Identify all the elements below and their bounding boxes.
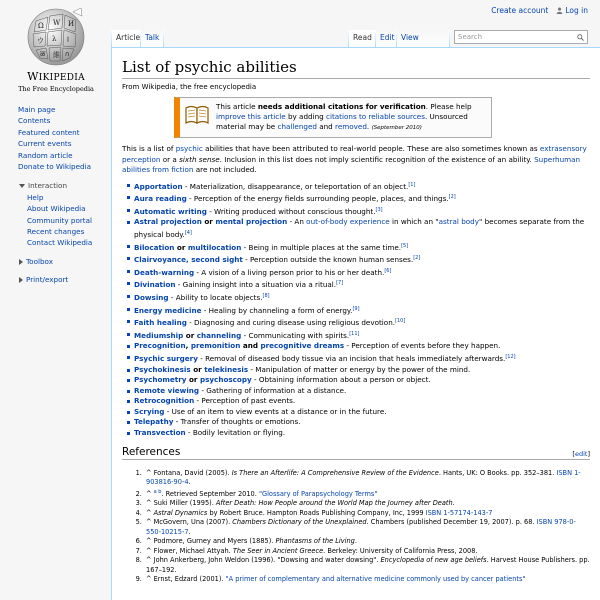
ability-description: - Manipulation of matter or energy by the power of the mind. (248, 364, 471, 374)
sidebar-item-about[interactable]: About Wikipedia (27, 204, 86, 214)
ability-link[interactable]: Mediumship (134, 330, 184, 340)
citation-link[interactable]: [8] (262, 292, 270, 299)
logo-wordmark: WIKIPEDIA (27, 70, 85, 83)
reference-item (144, 575, 590, 585)
ability-description: - Bodily levitation or flying. (185, 428, 286, 438)
collapsed-arrow-icon (19, 277, 23, 283)
page-subtitle: From Wikipedia, the free encyclopedia (122, 83, 257, 91)
ability-description: - Gaining insight into a situation via a ritual. (175, 280, 337, 290)
ability-link[interactable]: Precognition (134, 341, 186, 351)
interaction-list (18, 192, 110, 249)
svg-text:ळ: ळ (40, 50, 46, 58)
reference-text: . Hants, UK: O Books. pp. 352–381. (438, 468, 557, 477)
ability-description: - Perception of events before they happen. (344, 341, 501, 351)
sidebar-item-featured[interactable]: Featured content (18, 127, 80, 137)
svg-text:ก: ก (65, 50, 70, 58)
reference-text: . Chambers (published December 19, 2007). p. 68. (366, 518, 537, 527)
login-wrap (556, 6, 588, 15)
ability-description: - Diagnosing and curing disease using religious devotion. (186, 318, 396, 328)
collapsed-arrow-icon (19, 259, 23, 265)
reference-text: . (452, 499, 455, 508)
inline-link[interactable]: astral body (438, 217, 479, 227)
ability-description: - Gathering of information at a distance. (199, 385, 347, 395)
ability-description: - Perception of the energy fields surrounding people, places, and things. (186, 194, 449, 204)
citation-link[interactable]: [2] (413, 255, 421, 262)
list-item (134, 407, 590, 418)
removed-link[interactable]: removed (335, 121, 367, 131)
reference-item (144, 537, 590, 547)
ability-description: in which an " (389, 217, 439, 227)
ability-description: " becomes separate from the physical body. (134, 217, 585, 239)
ability-joiner: , (185, 341, 191, 351)
list-item (134, 266, 590, 279)
sidebar-navigation (18, 104, 110, 172)
edit-section-link[interactable]: [edit] (572, 449, 590, 458)
sidebar-item-contents[interactable]: Contents (18, 116, 51, 126)
list-item (134, 365, 590, 376)
backlink[interactable]: ^ Suki Miller (1995). (146, 499, 216, 508)
reference-list (122, 469, 590, 585)
citations-link[interactable]: citations to reliable sources (326, 111, 425, 121)
references-heading: References [edit] (122, 445, 590, 458)
svg-text:ウ: ウ (37, 37, 44, 45)
tab-view-history[interactable]: View (397, 30, 449, 48)
backlink[interactable]: ^ Fontana, David (2005). (146, 468, 232, 477)
ability-joiner: or (186, 375, 200, 385)
notice-text: This article needs additional citations for verification. Please help improve this article by adding citations to reliable sources. Unsourced material may be challenged and removed. (September 2010) (216, 102, 472, 131)
tab-talk[interactable]: Talk (141, 30, 163, 48)
list-item (134, 241, 590, 254)
list-item (134, 217, 590, 240)
wikipedia-logo[interactable] (4, 6, 108, 96)
list-item (134, 304, 590, 317)
reference-item (144, 509, 590, 519)
reference-text: . Retrieved September 2010. (161, 489, 257, 498)
intro-paragraph: This is a list of psychic abilities that have been attributed to real-world people. These are also sometimes known as extrasensory perception or a sixth sense. Inclusion in this list does not imply scientific recognition of the existence of an ability. Superhuman abilities from fiction are not included. (122, 144, 587, 175)
list-item (134, 253, 590, 266)
sidebar-item-recent-changes[interactable]: Recent changes (27, 227, 85, 237)
list-item (134, 428, 590, 439)
ability-description: - Communicating with spirits. (241, 330, 350, 340)
sidebar-item-main-page[interactable]: Main page (18, 105, 56, 114)
citation-link[interactable]: [2] (448, 194, 456, 201)
ability-joiner: or (183, 330, 197, 340)
list-item (134, 205, 590, 218)
fiction-link[interactable]: Superhuman abilities from fiction (122, 154, 581, 175)
ability-link[interactable]: Psychokinesis (134, 364, 191, 374)
sidebar (18, 104, 110, 286)
reference-link[interactable]: "A primer of complementary and alternative medicine commonly used by cancer patients" (225, 575, 526, 584)
ability-joiner: or (174, 242, 188, 252)
citation-link[interactable]: [11] (349, 330, 360, 337)
ability-link[interactable]: Astral projection (134, 217, 202, 227)
ability-link[interactable]: Transvection (134, 428, 186, 438)
citation-link[interactable]: [5] (401, 242, 409, 249)
svg-text:W: W (53, 19, 61, 27)
ability-link[interactable]: Remote viewing (134, 385, 200, 395)
reference-text: . Harvest House Publishers. pp. 167–192. (146, 556, 590, 574)
ability-description: - Perception of past events. (194, 396, 296, 406)
ability-link[interactable]: psychoscopy (199, 375, 252, 385)
ability-link[interactable]: Dowsing (134, 292, 169, 302)
isbn-link[interactable]: ISBN 1-903816-90-4 (146, 468, 581, 487)
list-item (134, 192, 590, 205)
citation-link[interactable]: [12] (505, 353, 516, 360)
list-item (134, 329, 590, 342)
list-item (134, 396, 590, 407)
reference-item (144, 499, 590, 509)
page-title: List of psychic abilities (122, 58, 590, 79)
citation-link[interactable]: [10] (395, 318, 406, 325)
create-account-link[interactable]: Create account (491, 6, 549, 15)
interaction-toggle[interactable]: Interaction (18, 180, 110, 191)
backlink[interactable]: ^ Flower, Michael Attyah. (146, 546, 233, 555)
esp-link[interactable]: extrasensory perception (122, 144, 587, 164)
citation-notice (174, 97, 492, 138)
personal-tools (491, 6, 588, 15)
ability-link[interactable]: multilocation (187, 242, 242, 252)
list-item (134, 180, 590, 193)
ability-description: - Ability to locate objects. (168, 292, 263, 302)
ability-link[interactable]: premonition (190, 341, 241, 351)
ability-link[interactable]: Aura reading (134, 194, 187, 204)
log-in-link[interactable]: Log in (565, 6, 588, 15)
ability-joiner: or (201, 217, 216, 227)
svg-text:ا: ا (67, 36, 69, 44)
tab-edit[interactable]: Edit (376, 30, 396, 48)
reference-title: The Seer in Ancient Greece (232, 546, 324, 555)
sidebar-item-random[interactable]: Random article (18, 150, 73, 160)
reference-item (144, 469, 590, 488)
tab-article[interactable]: Article (112, 30, 140, 48)
reference-text: . (188, 478, 191, 487)
citation-link[interactable]: [9] (352, 305, 360, 312)
list-item (134, 316, 590, 329)
reference-item (144, 556, 590, 575)
ability-description: - Use of an item to view events at a distance or in the future. (164, 406, 387, 416)
ability-description: - Materialization, disappearance, or teleportation of an object. (182, 181, 409, 191)
list-item (134, 352, 590, 365)
backlink[interactable]: ^ (146, 489, 154, 498)
ability-link[interactable]: precognitive dreams (260, 341, 345, 351)
ability-link[interactable]: Automatic writing (134, 206, 207, 216)
svg-text:λ: λ (52, 35, 57, 43)
reference-text: by Robert Bruce. Hampton Roads Publishing Company, Inc, 1999 (207, 508, 426, 517)
ability-link[interactable]: Scrying (134, 406, 165, 416)
backlink[interactable]: ^ Podmore, Gurney and Myers (1885). (146, 537, 276, 546)
improve-link[interactable]: improve this article (216, 111, 286, 121)
reference-title: Encyclopedia of new age beliefs (380, 556, 487, 565)
svg-text:維: 維 (53, 51, 60, 59)
ability-link[interactable]: Death-warning (134, 267, 195, 277)
sidebar-item-help[interactable]: Help (27, 192, 44, 202)
ability-description: - A vision of a living person prior to his or her death. (194, 267, 385, 277)
backlink[interactable]: ^ John Ankerberg, John Weldon (1996). "Dowsing and water dowsing". (146, 556, 381, 565)
ability-link[interactable]: Apportation (134, 181, 183, 191)
ability-link[interactable]: Psychometry (134, 375, 187, 385)
search-input[interactable]: Search (454, 30, 588, 44)
ability-description: - Writing produced without conscious thought. (206, 206, 376, 216)
reference-title: Is There an Afterlife: A Comprehensive Review of the Evidence (231, 468, 439, 477)
ability-link[interactable]: channeling (196, 330, 242, 340)
isbn-link[interactable]: ISBN 978-0-550-10215-7 (146, 518, 576, 536)
ability-link[interactable]: Faith healing (134, 318, 187, 328)
isbn-link[interactable]: "Glossary of Parapsychology Terms" (256, 489, 378, 498)
citation-link[interactable]: [3] (375, 206, 383, 213)
list-item (134, 417, 590, 428)
reference-item (144, 488, 590, 500)
reference-text: . Berkeley: University of California Press, 2008. (323, 546, 478, 555)
ability-joiner: or (190, 364, 205, 374)
reference-text: . (354, 537, 357, 546)
reference-title: Chambers Dictionary of the Unexplained (232, 518, 367, 527)
svg-text:И: И (68, 20, 75, 28)
ability-link[interactable]: Energy medicine (134, 305, 202, 315)
abilities-list (122, 180, 590, 439)
reference-item (144, 518, 590, 537)
ability-link[interactable]: Clairvoyance, second sight (134, 255, 243, 265)
tab-read[interactable]: Read (349, 30, 375, 48)
backlink[interactable]: ^ (146, 508, 154, 517)
citation-link[interactable]: [4] (184, 229, 192, 236)
ability-description: - Obtaining information about a person or object. (251, 375, 431, 385)
ability-description: - Perception outside the known human senses. (242, 255, 414, 265)
ability-joiner: and (240, 341, 261, 351)
ability-link[interactable]: Retrocognition (134, 396, 195, 406)
list-item (134, 341, 590, 352)
citation-link[interactable]: [6] (384, 267, 392, 274)
ability-link[interactable]: Telepathy (134, 417, 174, 427)
svg-text:Ω: Ω (38, 22, 44, 30)
reference-title: Astral Dynamics (153, 508, 208, 517)
citation-link[interactable]: [1] (408, 181, 416, 188)
challenged-link[interactable]: challenged (277, 121, 317, 131)
ability-description: - Being in multiple places at the same time. (241, 242, 402, 252)
list-item (134, 375, 590, 386)
toolbox-toggle[interactable]: Toolbox (18, 256, 110, 267)
inline-link[interactable]: out-of-body experience (306, 217, 390, 227)
list-item (134, 278, 590, 291)
ability-description: - Healing by channeling a form of energy. (201, 305, 353, 315)
backlink-letters[interactable]: a b (153, 488, 162, 495)
expanded-arrow-icon (19, 184, 25, 188)
psychic-link[interactable]: psychic (175, 144, 203, 154)
ability-description: - An (287, 217, 307, 227)
print-export-toggle[interactable]: Print/export (18, 274, 110, 285)
sidebar-item-current-events[interactable]: Current events (18, 139, 72, 149)
sidebar-item-donate[interactable]: Donate to Wikipedia (18, 162, 91, 172)
ability-link[interactable]: Bilocation (134, 242, 175, 252)
book-icon (184, 102, 210, 126)
ability-link[interactable]: telekinesis (204, 364, 249, 374)
ability-description: - Transfer of thoughts or emotions. (173, 417, 301, 427)
sidebar-item-contact[interactable]: Contact Wikipedia (27, 238, 93, 248)
reference-title: After Death: How People around the World Map the Journey after Death (215, 499, 453, 508)
reference-item (144, 547, 590, 557)
reference-title: Phantasms of the Living (275, 537, 355, 546)
list-item (134, 386, 590, 397)
citation-link[interactable]: [7] (336, 280, 344, 287)
logo-tagline: The Free Encyclopedia (18, 85, 94, 93)
ability-description: - Removal of diseased body tissue via an incision that heals immediately afterwards. (197, 353, 506, 363)
ability-link[interactable]: Divination (134, 280, 176, 290)
search-icon[interactable] (577, 34, 584, 41)
globe-icon (26, 6, 86, 68)
backlink[interactable]: ^ McGovern, Una (2007). (146, 518, 233, 527)
ability-link[interactable]: Psychic surgery (134, 353, 198, 363)
reference-text: . (188, 527, 191, 536)
list-item (134, 291, 590, 304)
content-area (111, 47, 600, 600)
isbn-link[interactable]: ISBN 1-57174-143-7 (425, 508, 493, 517)
ability-link[interactable]: mental projection (215, 217, 288, 227)
user-icon (556, 7, 563, 14)
sidebar-item-community[interactable]: Community portal (27, 215, 93, 225)
backlink[interactable]: ^ Ernst, Edzard (2001). (146, 575, 226, 584)
